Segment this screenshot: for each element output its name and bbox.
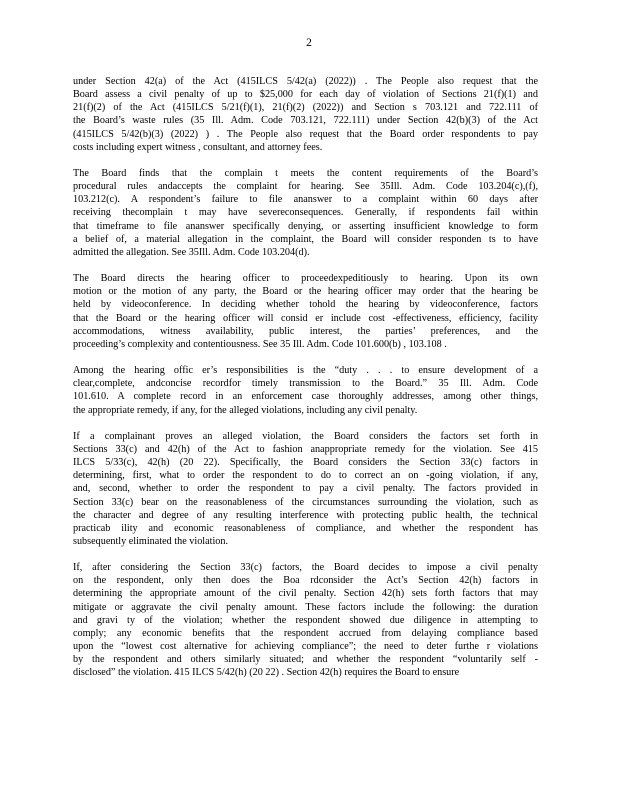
text-line: Board assess a civil penalty of up to $25,000 for each day of violation of Sections 21(f)(1) and: [73, 89, 538, 101]
paragraph-gap: [73, 548, 538, 561]
paragraph: [73, 430, 538, 548]
text-line: Section 33(c) bear on the reasonableness of the circumstances surrounding the violation, such as: [73, 496, 538, 508]
text-line: 21(f)(2) of the Act (415ILCS 5/21(f)(1), 21(f)(2) (2022)) and Section s 703.121 and 722.111 of: [73, 102, 538, 114]
text-line: on the respondent, only then does the Boa rdconsider the Act’s Section 42(h) factors in: [73, 575, 538, 587]
text-line: determining, first, what to order the respondent to do to correct an on -going violation, if any,: [73, 470, 538, 482]
text-line: a belief of, a material allegation in the complaint, the Board will consider responden ts to have: [73, 233, 538, 245]
text-line: (415ILCS 5/42(b)(3) (2022) ) . The People also request that the Board order respondents to pay: [73, 128, 538, 140]
page-number: 2: [306, 37, 312, 49]
body-text: [73, 75, 538, 679]
text-line: If a complainant proves an alleged violation, the Board considers the factors set forth in: [73, 430, 538, 442]
text-line: 103.212(c). A respondent’s failure to file ananswer to a complaint within 60 days after: [73, 194, 538, 206]
text-line: procedural rules andaccepts the complaint for hearing. See 35Ill. Adm. Code 103.204(c),(f),: [73, 181, 538, 193]
text-line: disclosed” the violation. 415 ILCS 5/42(h) (20 22) . Section 42(h) requires the Board to ensure: [73, 667, 460, 679]
text-line: admitted the allegation. See 35Ill. Adm. Code 103.204(d).: [73, 246, 310, 258]
text-line: motion or the motion of any party, the Board or the hearing officer may order that the hearing be: [73, 286, 538, 298]
paragraph: [73, 75, 538, 154]
text-line: clear,complete, andconcise recordfor timely transmission to the Board.” 35 Ill. Adm. Code: [73, 378, 538, 390]
text-line: receiving thecomplain t may have severeconsequences. Generally, if respondents fail within: [73, 207, 538, 219]
text-line: mitigate or aggravate the civil penalty amount. These factors include the following: the duration: [73, 601, 538, 613]
text-line: If, after considering the Section 33(c) factors, the Board decides to impose a civil penalty: [73, 562, 538, 574]
text-line: upon the “lowest cost alternative for achieving compliance”; the need to deter furthe r violations: [73, 641, 538, 653]
paragraph-gap: [73, 417, 538, 430]
text-line: that the Board or the hearing officer will consid er include cost -effectiveness, efficiency, facility: [73, 312, 538, 324]
text-line: accommodations, witness availability, public interest, the parties’ preferences, and the: [73, 325, 538, 337]
paragraph: [73, 167, 538, 259]
text-line: practicab ility and economic reasonableness of compliance, and whether the respondent has: [73, 522, 538, 534]
paragraph: [73, 561, 538, 679]
text-line: The Board finds that the complain t meets the content requirements of the Board’s: [73, 167, 538, 179]
text-line: ILCS 5/33(c), 42(h) (20 22). Specifically, the Board considers the Section 33(c) factors in: [73, 457, 538, 469]
text-line: held by videoconference. In deciding whether tohold the hearing by videoconference, factors: [73, 299, 538, 311]
text-line: the character and degree of any resulting interference with protecting public health, the technical: [73, 509, 538, 521]
text-line: and gravi ty of the violation; whether the respondent showed due diligence in attempting to: [73, 614, 538, 626]
paragraph: [73, 364, 538, 417]
text-line: by the respondent and others similarly situated; and whether the respondent “voluntarily self -: [73, 654, 538, 666]
text-line: subsequently eliminated the violation.: [73, 535, 229, 547]
text-line: 101.610. A complete record in an enforcement case thoroughly addresses, among other things,: [73, 391, 538, 403]
text-line: Sections 33(c) and 42(h) of the Act to fashion anappropriate remedy for the violation. See 415: [73, 443, 538, 455]
text-line: comply; any economic benefits that the respondent accrued from delaying compliance based: [73, 627, 538, 639]
text-line: under Section 42(a) of the Act (415ILCS 5/42(a) (2022)) . The People also request that the: [73, 76, 538, 87]
text-line: that timeframe to file ananswer specifically denying, or asserting insufficient knowledge to form: [73, 220, 538, 232]
paragraph-gap: [73, 351, 538, 364]
text-line: Among the hearing offic er’s responsibilities is the “duty . . . to ensure development of a: [73, 365, 538, 377]
text-line: and, second, whether to order the respondent to pay a civil penalty. The factors provided in: [73, 483, 538, 495]
paragraph-gap: [73, 259, 538, 272]
text-line: determining the appropriate amount of the civil penalty. Section 42(h) sets forth factors that may: [73, 588, 538, 600]
paragraph: [73, 272, 538, 351]
paragraph-gap: [73, 154, 538, 167]
text-line: costs including expert witness , consultant, and attorney fees.: [73, 141, 323, 153]
text-line: the Board’s waste rules (35 Ill. Adm. Code 703.121, 722.111) under Section 42(b)(3) of the Act: [73, 115, 538, 127]
text-line: The Board directs the hearing officer to proceedexpeditiously to hearing. Upon its own: [73, 273, 538, 285]
text-line: the appropriate remedy, if any, for the alleged violations, including any civil penalty.: [73, 404, 418, 416]
text-line: proceeding’s complexity and contentiousness. See 35 Ill. Adm. Code 101.600(b) , 103.108 .: [73, 338, 447, 350]
